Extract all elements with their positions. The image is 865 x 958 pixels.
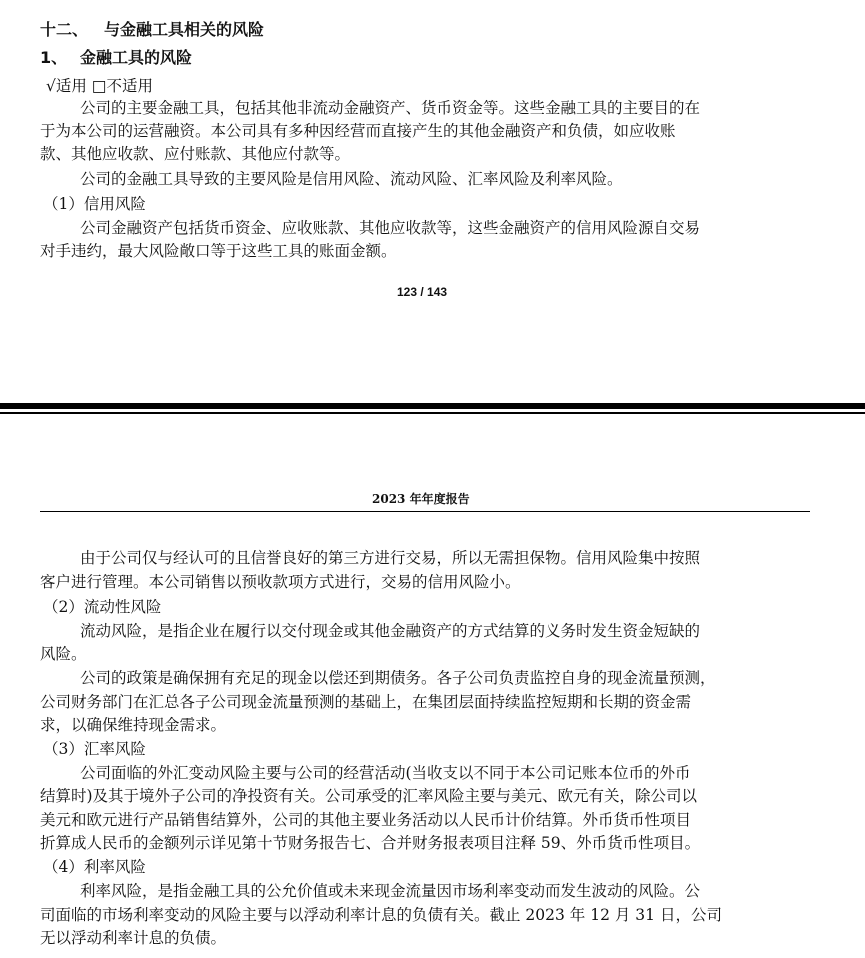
- subsection-number: 1、: [40, 48, 68, 67]
- paragraph-line: 对手违约，最大风险敞口等于这些工具的账面金额。: [40, 242, 397, 260]
- subheading-liquidity-risk: （2）流动性风险: [43, 598, 162, 616]
- paragraph-line: 结算时)及其于境外子公司的净投资有关。公司承受的汇率风险主要与美元、欧元有关，除公司以: [40, 787, 698, 805]
- applicability-checkbox: √适用 □不适用: [46, 77, 153, 95]
- paragraph-line: 由于公司仅与经认可的且信誉良好的第三方进行交易，所以无需担保物。信用风险集中按照: [80, 549, 701, 567]
- paragraph-line: 流动风险，是指企业在履行以交付现金或其他金融资产的方式结算的义务时发生资金短缺的: [80, 622, 701, 640]
- header-rule: [40, 511, 810, 512]
- subheading-fx-risk: （3）汇率风险: [43, 740, 146, 758]
- section-number: 十二、: [40, 20, 89, 39]
- paragraph-line: 公司的主要金融工具，包括其他非流动金融资产、货币资金等。这些金融工具的主要目的在: [80, 99, 701, 117]
- page-number: 123 / 143: [397, 285, 448, 299]
- page-break-bar-thin: [0, 412, 865, 414]
- section-title: 与金融工具相关的风险: [104, 20, 265, 39]
- paragraph-line: 公司的政策是确保拥有充足的现金以偿还到期债务。各子公司负责监控自身的现金流量预测，: [80, 669, 716, 687]
- paragraph-line: 客户进行管理。本公司销售以预收款项方式进行，交易的信用风险小。: [40, 573, 521, 591]
- paragraph-line: 美元和欧元进行产品销售结算外，公司的其他主要业务活动以人民币计价结算。外币货币性项目: [40, 811, 692, 829]
- paragraph-line: 风险。: [40, 645, 87, 663]
- subheading-credit-risk: （1）信用风险: [43, 195, 146, 213]
- paragraph-line: 求，以确保维持现金需求。: [40, 716, 227, 734]
- paragraph-line: 利率风险，是指金融工具的公允价值或未来现金流量因市场利率变动而发生波动的风险。公: [80, 882, 701, 900]
- paragraph-line: 款、其他应收款、应付账款、其他应付款等。: [40, 145, 351, 163]
- subheading-interest-rate-risk: （4）利率风险: [43, 858, 146, 876]
- paragraph-line: 公司的金融工具导致的主要风险是信用风险、流动风险、汇率风险及利率风险。: [80, 170, 623, 188]
- page-break-bar: [0, 403, 865, 409]
- subsection-title: 金融工具的风险: [80, 48, 193, 67]
- paragraph-line: 司面临的市场利率变动的风险主要与以浮动利率计息的负债有关。截止 2023 年 12 月 31 日，公司: [40, 906, 722, 924]
- paragraph-line: 公司金融资产包括货币资金、应收账款、其他应收款等，这些金融资产的信用风险源自交易: [80, 219, 701, 237]
- running-title: 2023 年年度报告: [372, 492, 470, 506]
- paragraph-line: 无以浮动利率计息的负债。: [40, 929, 227, 947]
- paragraph-line: 公司财务部门在汇总各子公司现金流量预测的基础上，在集团层面持续监控短期和长期的资金需: [40, 693, 692, 711]
- paragraph-line: 公司面临的外汇变动风险主要与公司的经营活动(当收支以不同于本公司记账本位币的外币: [80, 764, 691, 782]
- paragraph-line: 于为本公司的运营融资。本公司具有多种因经营而直接产生的其他金融资产和负债，如应收账: [40, 122, 676, 140]
- paragraph-line: 折算成人民币的金额列示详见第十节财务报告七、合并财务报表项目注释 59、外币货币性项目。: [40, 834, 701, 852]
